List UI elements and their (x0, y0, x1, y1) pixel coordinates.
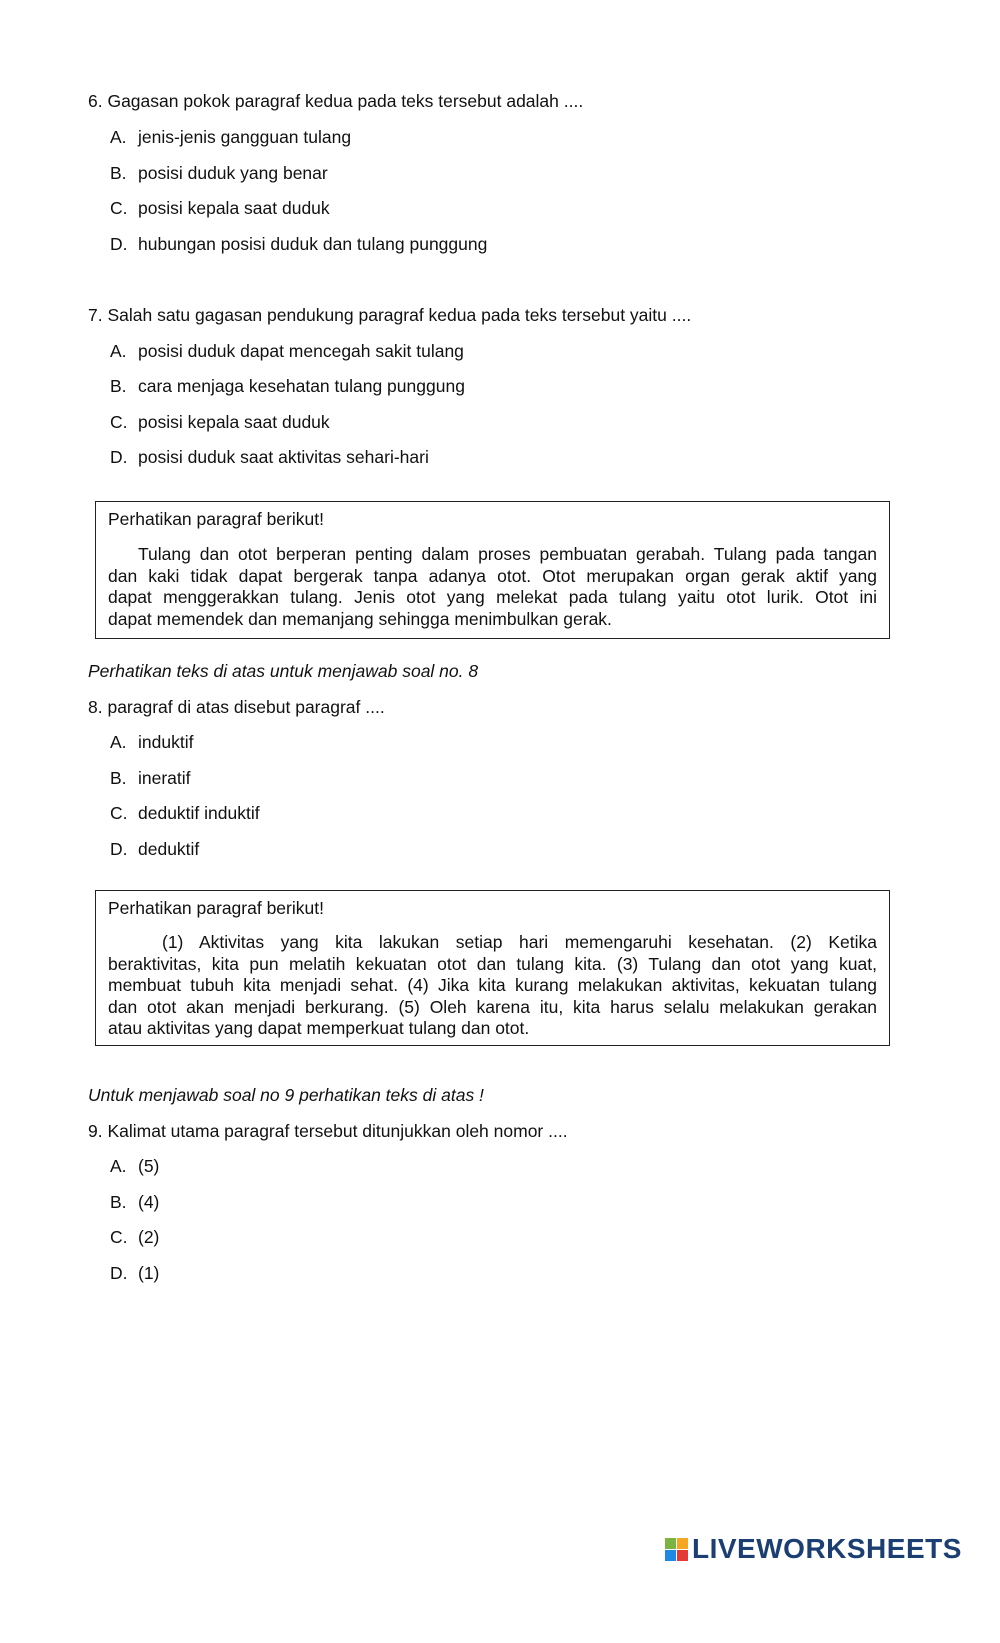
option-letter: B. (110, 376, 127, 396)
paragraph-line: (1) Aktivitas yang kita lakukan setiap hari memengaruhi kesehatan. (2) Ketika (162, 932, 877, 952)
answer-option[interactable] (110, 731, 193, 753)
paragraph-line: Tulang dan otot berperan penting dalam proses pembuatan gerabah. Tulang pada tangan (138, 544, 877, 564)
option-text: posisi kepala saat duduk (138, 198, 330, 218)
option-text: posisi duduk dapat mencegah sakit tulang (138, 341, 464, 361)
option-letter: A. (110, 127, 127, 147)
option-letter: A. (110, 341, 127, 361)
option-text: (5) (138, 1156, 160, 1176)
answer-option[interactable] (110, 802, 260, 824)
answer-option[interactable] (110, 1155, 159, 1177)
answer-option[interactable] (110, 446, 429, 468)
option-text: posisi duduk yang benar (138, 163, 328, 183)
instruction-q8: Perhatikan teks di atas untuk menjawab soal no. 8 (88, 661, 479, 681)
option-letter: D. (110, 839, 128, 859)
logo-text: LIVEWORKSHEETS (692, 1533, 962, 1564)
option-letter: C. (110, 803, 128, 823)
liveworksheets-logo (665, 1533, 962, 1565)
option-text: (4) (138, 1192, 160, 1212)
question-7: 7. Salah satu gagasan pendukung paragraf kedua pada teks tersebut yaitu .... (88, 305, 692, 325)
option-text: jenis-jenis gangguan tulang (138, 127, 352, 147)
answer-option[interactable] (110, 340, 464, 362)
option-letter: C. (110, 1227, 128, 1247)
answer-option[interactable] (110, 767, 191, 789)
option-text: cara menjaga kesehatan tulang punggung (138, 376, 465, 396)
paragraph-line: membuat tubuh kita menjadi sehat. (4) Jika kita kurang melakukan aktivitas, kekuatan tulang (108, 975, 877, 995)
option-letter: D. (110, 1263, 128, 1283)
answer-option[interactable] (110, 838, 199, 860)
paragraph-box-2 (95, 890, 890, 1046)
option-text: deduktif induktif (138, 803, 260, 823)
option-text: hubungan posisi duduk dan tulang punggung (138, 234, 488, 254)
option-text: (1) (138, 1263, 160, 1283)
answer-option[interactable] (110, 233, 487, 255)
paragraph-line: dapat memendek dan memanjang sehingga menimbulkan gerak. (108, 609, 612, 629)
paragraph-line: dapat menggerakkan tulang. Jenis otot yang melekat pada tulang yaitu otot lurik. Otot ini (108, 587, 877, 607)
answer-option[interactable] (110, 126, 351, 148)
paragraph-box-1 (95, 501, 890, 639)
option-letter: C. (110, 412, 128, 432)
question-8: 8. paragraf di atas disebut paragraf .... (88, 697, 385, 717)
option-text: ineratif (138, 768, 191, 788)
option-letter: C. (110, 198, 128, 218)
option-letter: B. (110, 768, 127, 788)
option-letter: A. (110, 732, 127, 752)
option-letter: B. (110, 163, 127, 183)
answer-option[interactable] (110, 197, 330, 219)
paragraph-line: dan otot akan menjadi berkurang. (5) Oleh karena itu, kita harus selalu melakukan gerakan (108, 997, 877, 1017)
box-title: Perhatikan paragraf berikut! (108, 509, 324, 529)
option-letter: D. (110, 234, 128, 254)
box-title: Perhatikan paragraf berikut! (108, 898, 324, 918)
answer-option[interactable] (110, 375, 465, 397)
option-letter: D. (110, 447, 128, 467)
option-text: posisi kepala saat duduk (138, 412, 330, 432)
answer-option[interactable] (110, 1226, 159, 1248)
logo-cubes-icon (665, 1538, 688, 1561)
answer-option[interactable] (110, 411, 330, 433)
option-text: deduktif (138, 839, 200, 859)
answer-option[interactable] (110, 1191, 159, 1213)
option-letter: A. (110, 1156, 127, 1176)
instruction-q9: Untuk menjawab soal no 9 perhatikan teks di atas ! (88, 1085, 484, 1105)
question-9: 9. Kalimat utama paragraf tersebut ditunjukkan oleh nomor .... (88, 1121, 568, 1141)
paragraph-line: atau aktivitas yang dapat memperkuat tulang dan otot. (108, 1018, 530, 1038)
answer-option[interactable] (110, 1262, 159, 1284)
option-letter: B. (110, 1192, 127, 1212)
answer-option[interactable] (110, 162, 328, 184)
option-text: (2) (138, 1227, 160, 1247)
paragraph-line: beraktivitas, kita pun melatih kekuatan otot dan tulang kita. (3) Tulang dan otot yang kuat, (108, 954, 877, 974)
option-text: posisi duduk saat aktivitas sehari-hari (138, 447, 429, 467)
option-text: induktif (138, 732, 194, 752)
paragraph-line: dan kaki tidak dapat bergerak tanpa adanya otot. Otot merupakan organ gerak aktif yang (108, 566, 877, 586)
question-6: 6. Gagasan pokok paragraf kedua pada teks tersebut adalah .... (88, 91, 584, 111)
